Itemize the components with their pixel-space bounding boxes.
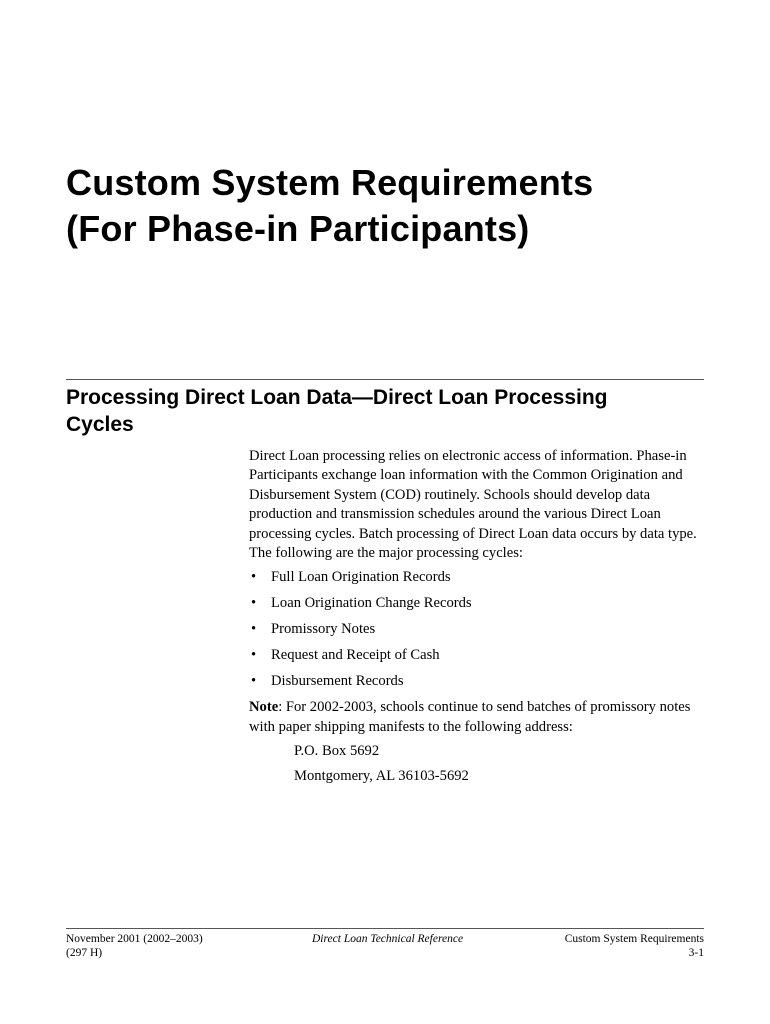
bullet-icon: • — [251, 647, 257, 664]
footer-divider — [66, 928, 704, 929]
footer-date — [66, 932, 203, 960]
note-paragraph — [249, 698, 709, 737]
chapter-title-line-1: Custom System Requirements — [66, 162, 594, 203]
section-title — [66, 384, 706, 438]
chapter-title-line-2: (For Phase-in Participants) — [66, 208, 530, 249]
footer-doc-code: (297 H) — [66, 947, 103, 959]
footer-date-line: November 2001 (2002–2003) — [66, 933, 203, 945]
section-title-line-1: Processing Direct Loan Data—Direct Loan Processing — [66, 386, 608, 409]
list-item — [249, 646, 709, 672]
processing-cycles-list — [249, 568, 709, 698]
list-item-label: Full Loan Origination Records — [271, 569, 451, 586]
address-line-1: P.O. Box 5692 — [294, 743, 380, 760]
page-number: 3-1 — [688, 947, 704, 959]
address-line-2: Montgomery, AL 36103-5692 — [294, 768, 469, 785]
footer-chapter — [565, 932, 704, 960]
bullet-icon: • — [251, 673, 257, 690]
mailing-address — [294, 742, 709, 792]
intro-paragraph: Direct Loan processing relies on electronic access of information. Phase-in Participants exchange loan information with the Common Origination and Disbursement System (COD) routinely. Schools should develop data production and transmission schedules around the various Direct Loan processing cycles. Batch processing of Direct Loan data occurs by data type. The following are the major processing cycles: — [249, 448, 697, 562]
bullet-icon: • — [251, 569, 257, 586]
bullet-icon: • — [251, 595, 257, 612]
chapter-title — [66, 160, 706, 252]
list-item-label: Request and Receipt of Cash — [271, 647, 440, 664]
section-title-line-2: Cycles — [66, 413, 134, 436]
list-item — [249, 620, 709, 646]
footer-chapter-name: Custom System Requirements — [564, 933, 704, 945]
list-item-label: Loan Origination Change Records — [271, 595, 472, 612]
list-item-label: Promissory Notes — [271, 621, 376, 638]
list-item — [249, 672, 709, 698]
note-text: : For 2002-2003, schools continue to send batches of promissory notes with paper shipping manifests to the following address: — [249, 699, 691, 735]
bullet-icon: • — [251, 621, 257, 638]
list-item — [249, 594, 709, 620]
section-divider — [66, 379, 704, 380]
note-label: Note — [249, 699, 279, 716]
footer-publication: Direct Loan Technical Reference — [312, 933, 464, 945]
section-body — [249, 447, 709, 792]
list-item — [249, 568, 709, 594]
list-item-label: Disbursement Records — [271, 673, 404, 690]
